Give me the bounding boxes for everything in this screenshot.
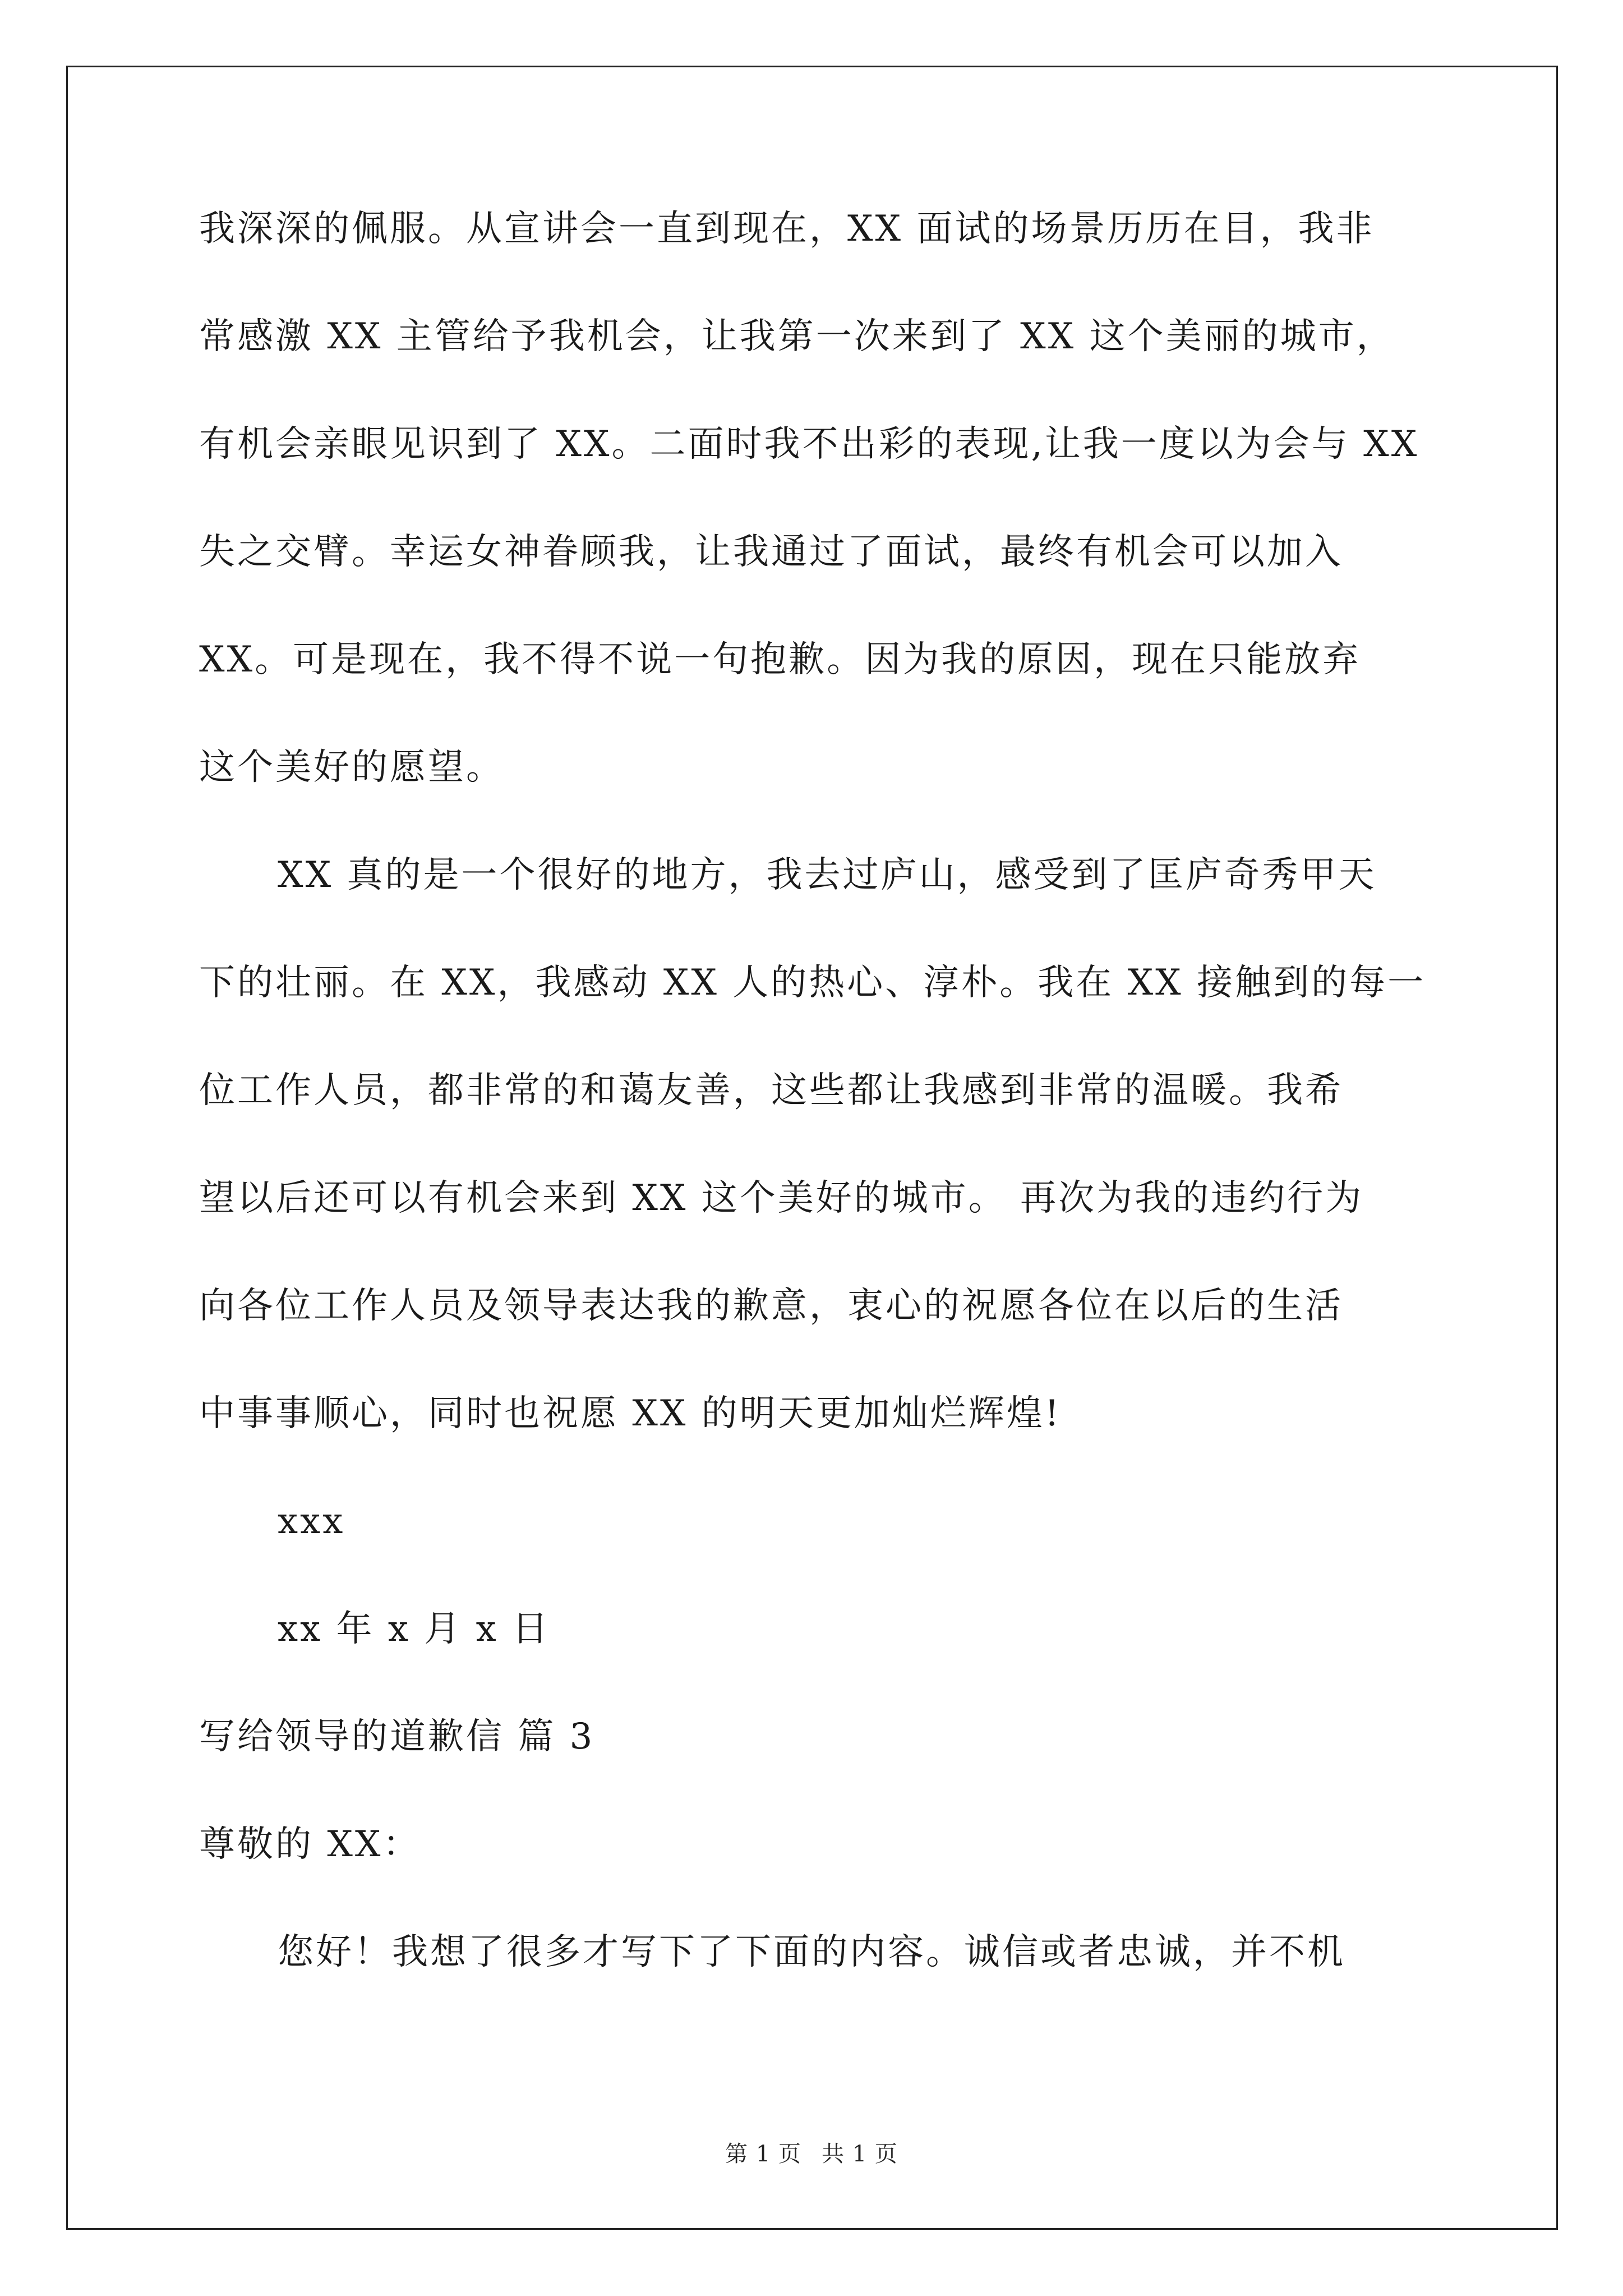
text-line: 失之交臂。幸运女神眷顾我，让我通过了面试，最终有机会可以加入 bbox=[199, 531, 1343, 573]
document-body bbox=[199, 202, 1450, 2033]
signature-name: xxx bbox=[278, 1501, 345, 1542]
text-line: 中事事顺心，同时也祝愿 XX 的明天更加灿烂辉煌! bbox=[199, 1393, 1062, 1434]
text-line: 我深深的佩服。从宣讲会一直到现在，XX 面试的场景历历在目，我非 bbox=[199, 208, 1375, 250]
text-line: XX。可是现在，我不得不说一句抱歉。因为我的原因，现在只能放弃 bbox=[199, 639, 1361, 680]
page-footer bbox=[0, 2136, 1623, 2168]
text-line: 这个美好的愿望。 bbox=[199, 747, 504, 788]
page-number: 第 1 页 bbox=[725, 2141, 801, 2167]
section-heading: 写给领导的道歉信 篇 3 bbox=[199, 1716, 595, 1757]
text-line: XX 真的是一个很好的地方，我去过庐山，感受到了匡庐奇秀甲天 bbox=[278, 854, 1377, 896]
page-count: 共 1 页 bbox=[822, 2141, 898, 2167]
text-line: 下的壮丽。在 XX，我感动 XX 人的热心、淳朴。我在 XX 接触到的每一 bbox=[199, 962, 1426, 1004]
text-line: 常感激 XX 主管给予我机会，让我第一次来到了 XX 这个美丽的城市， bbox=[199, 316, 1395, 357]
text-line: 望以后还可以有机会来到 XX 这个美好的城市。 再次为我的违约行为 bbox=[199, 1177, 1364, 1219]
text-line: 向各位工作人员及领导表达我的歉意，衷心的祝愿各位在以后的生活 bbox=[199, 1285, 1343, 1327]
text-line: 有机会亲眼见识到了 XX。二面时我不出彩的表现,让我一度以为会与 XX bbox=[199, 424, 1419, 465]
signature-date: xx 年 x 月 x 日 bbox=[278, 1608, 551, 1650]
text-line: 位工作人员，都非常的和蔼友善，这些都让我感到非常的温暖。我希 bbox=[199, 1070, 1343, 1111]
salutation: 尊敬的 XX： bbox=[199, 1824, 421, 1865]
text-line: 您好！我想了很多才写下了下面的内容。诚信或者忠诚，并不机 bbox=[278, 1931, 1345, 1973]
